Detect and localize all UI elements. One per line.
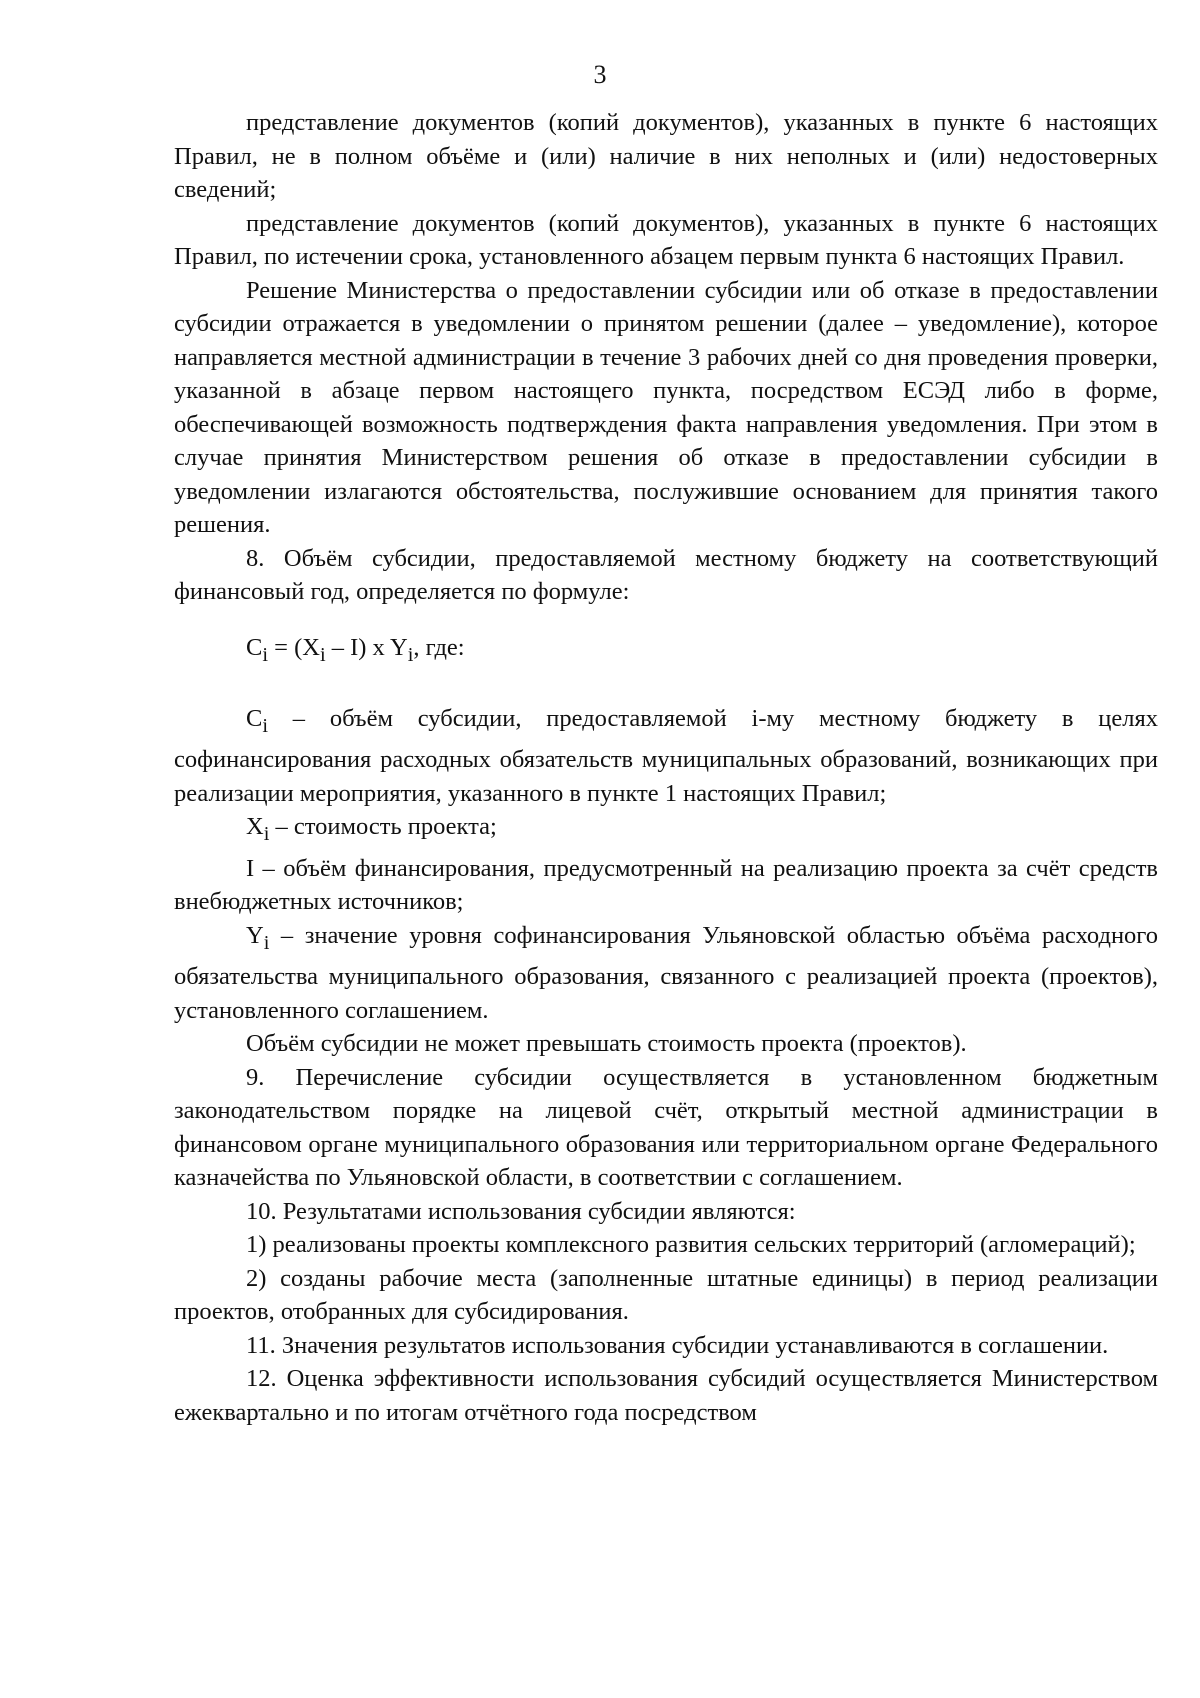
variable: Y [246,921,264,949]
formula-part: = (X [268,633,320,661]
definition-y [174,919,1158,1027]
paragraph: 11. Значения результатов использования субсидии устанавливаются в соглашении. [246,1331,1109,1359]
definition-x [174,810,1158,851]
formula-sub: i [407,643,414,666]
definition-text: – объём субсидии, предоставляемой i-му местному бюджету в целях софинансирования расходных обязательств муниципальных образований, возникающих при реализации мероприятия, указанного в пункте 1 настоящих Правил; [174,704,1158,807]
variable-sub: i [262,714,269,737]
formula [174,631,1158,672]
formula-c: C [246,633,263,661]
definition-c [174,702,1158,810]
variable: C [246,704,263,732]
paragraph: 8. Объём субсидии, предоставляемой местному бюджету на соответствующий финансовый год, определяется по формуле: [174,544,1158,605]
page-number: 3 [593,60,607,89]
paragraph: представление документов (копий документов), указанных в пункте 6 настоящих Правил, по истечении срока, установленного абзацем первым пункта 6 настоящих Правил. [174,209,1158,270]
formula-sub: i [262,643,269,666]
paragraph: 2) созданы рабочие места (заполненные штатные единицы) в период реализации проектов, отобранных для субсидирования. [174,1264,1158,1326]
definition-text: – значение уровня софинансирования Ульяновской областью объёма расходного обязательства муниципального образования, связанного с реализацией проекта (проектов), установленного соглашением. [174,921,1158,1024]
paragraph: 12. Оценка эффективности использования субсидий осуществляется Министерством ежеквартально и по итогам отчётного года посредством [174,1365,1158,1426]
paragraph: 1) реализованы проекты комплексного развития сельских территорий (агломераций); [246,1231,1136,1259]
variable-sub: i [263,931,270,954]
definition-i: I – объём финансирования, предусмотренный на реализацию проекта за счёт средств внебюджетных источников; [174,854,1158,916]
paragraph: Решение Министерства о предоставлении субсидии или об отказе в предоставлении субсидии отражается в уведомлении о принятом решении (далее – уведомление), которое направляется местной администрации в течение 3 рабочих дней со дня проведения проверки, указанной в абзаце первом настоящего пункта, посредством ЕСЭД либо в форме, обеспечивающей возможность подтверждения факта направления уведомления. При этом в случае принятия Министерством решения об отказе в предоставлении субсидии в уведомлении излагаются обстоятельства, послужившие основанием для принятия такого решения. [174,276,1158,538]
formula-part: , где: [413,633,465,661]
document-body [174,106,1158,1429]
formula-part: – I) x Y [325,633,408,661]
variable-sub: i [263,823,270,846]
paragraph: Объём субсидии не может превышать стоимость проекта (проектов). [246,1030,967,1058]
variable: X [246,813,264,841]
definition-text: – стоимость проекта; [269,813,497,841]
paragraph: 10. Результатами использования субсидии являются: [246,1197,796,1225]
paragraph: 9. Перечисление субсидии осуществляется в установленном бюджетным законодательством порядке на лицевой счёт, открытый местной администрации в финансовом органе муниципального образования или территориальном органе Федерального казначейства по Ульяновской области, в соответствии с соглашением. [174,1063,1158,1192]
formula-sub: i [319,643,326,666]
paragraph: представление документов (копий документов), указанных в пункте 6 настоящих Правил, не в полном объёме и (или) наличие в них неполных и (или) недостоверных сведений; [174,109,1158,203]
